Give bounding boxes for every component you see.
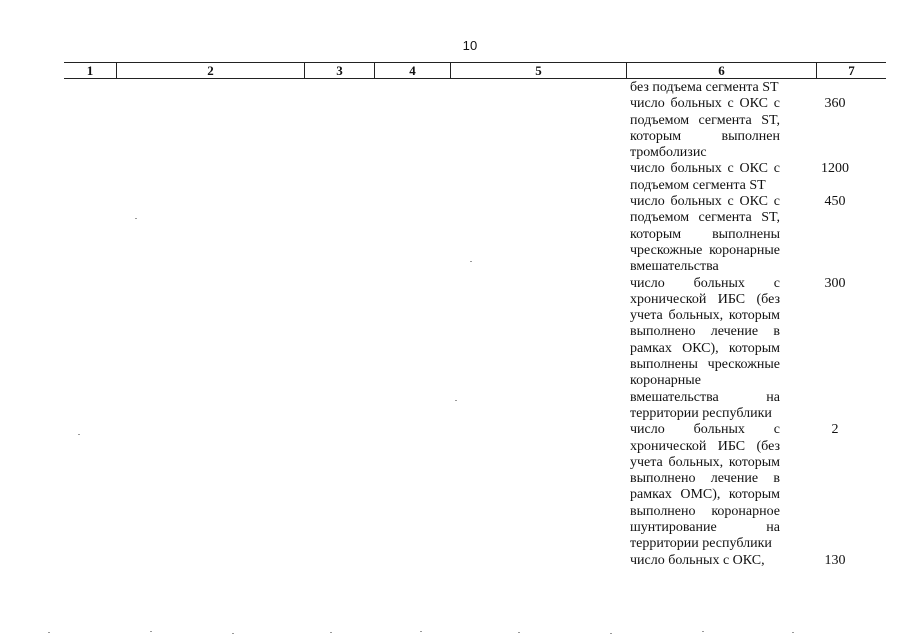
column-header-4: 4 [374,63,450,78]
column-header-5: 5 [450,63,626,78]
scan-speck [792,632,794,633]
scan-bottom-edge [40,630,880,636]
scan-speck [518,632,520,633]
indicator-description: без подъема сегмента ST [630,80,779,95]
column-header-3: 3 [304,63,374,78]
indicator-value: 1200 [821,161,849,176]
column-header-2: 2 [116,63,304,78]
scan-speck [420,631,422,632]
indicator-value: 450 [824,194,846,209]
column-header-1: 1 [86,63,94,78]
indicator-value: 360 [824,96,846,111]
indicator-description: число больных с ОКС с подъемом сегмента ST, которым выполнен тромболизис [630,96,780,161]
indicator-description: число больных с хронической ИБС (без учета больных, которым выполнено лечение в рамках ОКС), которым выполнены чрескожные коронарные вмешательства на территории республики [630,275,780,421]
scan-speck [330,632,332,633]
column-header-6: 6 [626,63,816,78]
scan-speck [150,631,152,632]
scan-speck [135,218,137,219]
indicator-description: число больных с ОКС с подъемом сегмента ST [630,161,780,193]
indicator-value: 130 [824,553,846,568]
scan-speck [78,434,80,435]
scan-speck [232,633,234,634]
indicator-description: число больных с ОКС, [630,552,765,568]
scan-speck [702,631,704,632]
scan-speck [470,261,472,262]
indicator-description: число больных с ОКС с подъемом сегмента ST, которым выполнены чрескожные коронарные вмешательства [630,194,780,275]
scan-speck [48,632,50,633]
indicator-value: 300 [824,276,846,291]
scan-speck [610,633,612,634]
column-header-7: 7 [816,63,886,78]
table-header-row [64,62,886,79]
scan-speck [455,400,457,401]
page-number: 10 [462,38,478,53]
indicator-description: число больных с хронической ИБС (без учета больных, которым выполнено лечение в рамках ОМС), которым выполнено коронарное шунтирование на территории республики [630,422,780,552]
indicator-description-column [630,80,780,569]
indicator-value: 2 [831,422,839,437]
